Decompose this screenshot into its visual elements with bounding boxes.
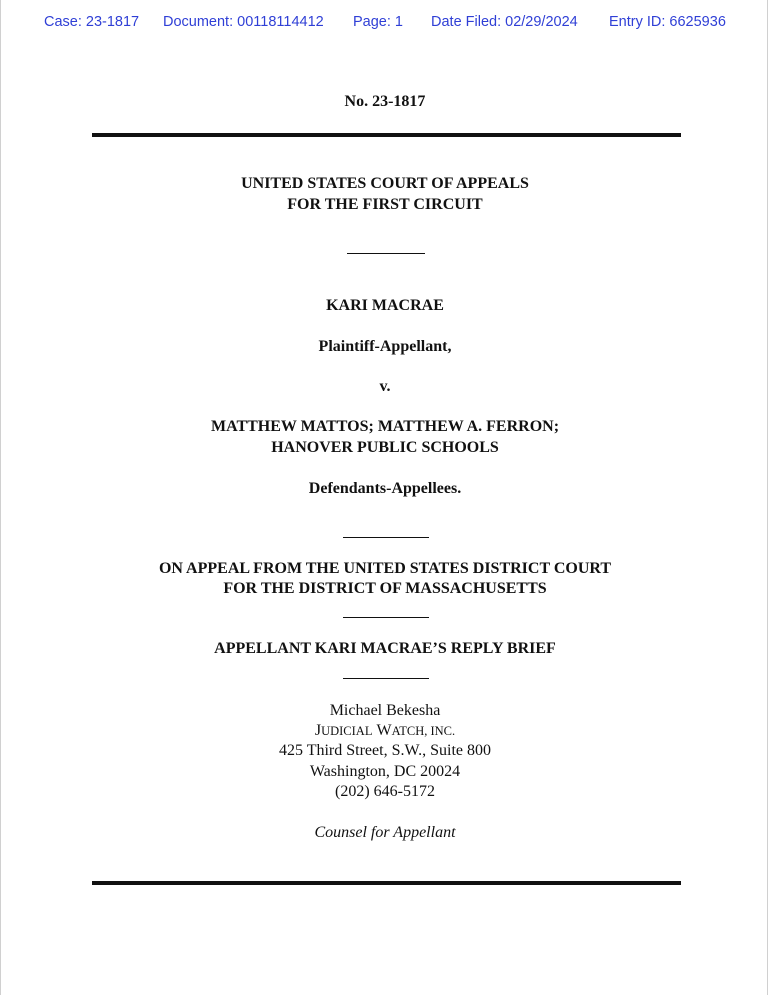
counsel-role: Counsel for Appellant [314, 824, 456, 841]
separator-rule-1 [347, 253, 425, 254]
court-line-1: UNITED STATES COURT OF APPEALS [241, 175, 529, 192]
court-line-2: FOR THE FIRST CIRCUIT [287, 196, 483, 213]
counsel-phone: (202) 646-5172 [335, 783, 435, 800]
versus: v. [379, 378, 391, 395]
counsel-city: Washington, DC 20024 [309, 763, 461, 780]
bottom-rule [92, 881, 681, 885]
top-rule [92, 133, 681, 137]
counsel-address: 425 Third Street, S.W., Suite 800 [279, 742, 491, 759]
appeal-from-line-1: ON APPEAL FROM THE UNITED STATES DISTRICT COURT [158, 560, 612, 577]
ecf-entry-id: Entry ID: 6625936 [609, 14, 726, 30]
brief-title: APPELLANT KARI MACRAE’S REPLY BRIEF [214, 640, 556, 657]
counsel-firm: JUDICIAL WATCH, INC. [314, 722, 456, 739]
docket-number: No. 23-1817 [344, 93, 426, 110]
separator-rule-4 [343, 678, 429, 679]
counsel-name: Michael Bekesha [329, 702, 441, 719]
appellant-role: Plaintiff-Appellant, [318, 338, 452, 355]
appellees-line-1: MATTHEW MATTOS; MATTHEW A. FERRON; [210, 418, 560, 435]
ecf-document: Document: 00118114412 [163, 14, 324, 30]
separator-rule-3 [343, 617, 429, 618]
ecf-case: Case: 23-1817 [44, 14, 140, 30]
appellant-name: KARI MACRAE [326, 297, 444, 314]
appellees-role: Defendants-Appellees. [308, 480, 462, 497]
ecf-date-filed: Date Filed: 02/29/2024 [431, 14, 578, 30]
ecf-page: Page: 1 [353, 14, 403, 30]
appellees-line-2: HANOVER PUBLIC SCHOOLS [271, 439, 499, 456]
appeal-from-line-2: FOR THE DISTRICT OF MASSACHUSETTS [223, 580, 547, 597]
separator-rule-2 [343, 537, 429, 538]
